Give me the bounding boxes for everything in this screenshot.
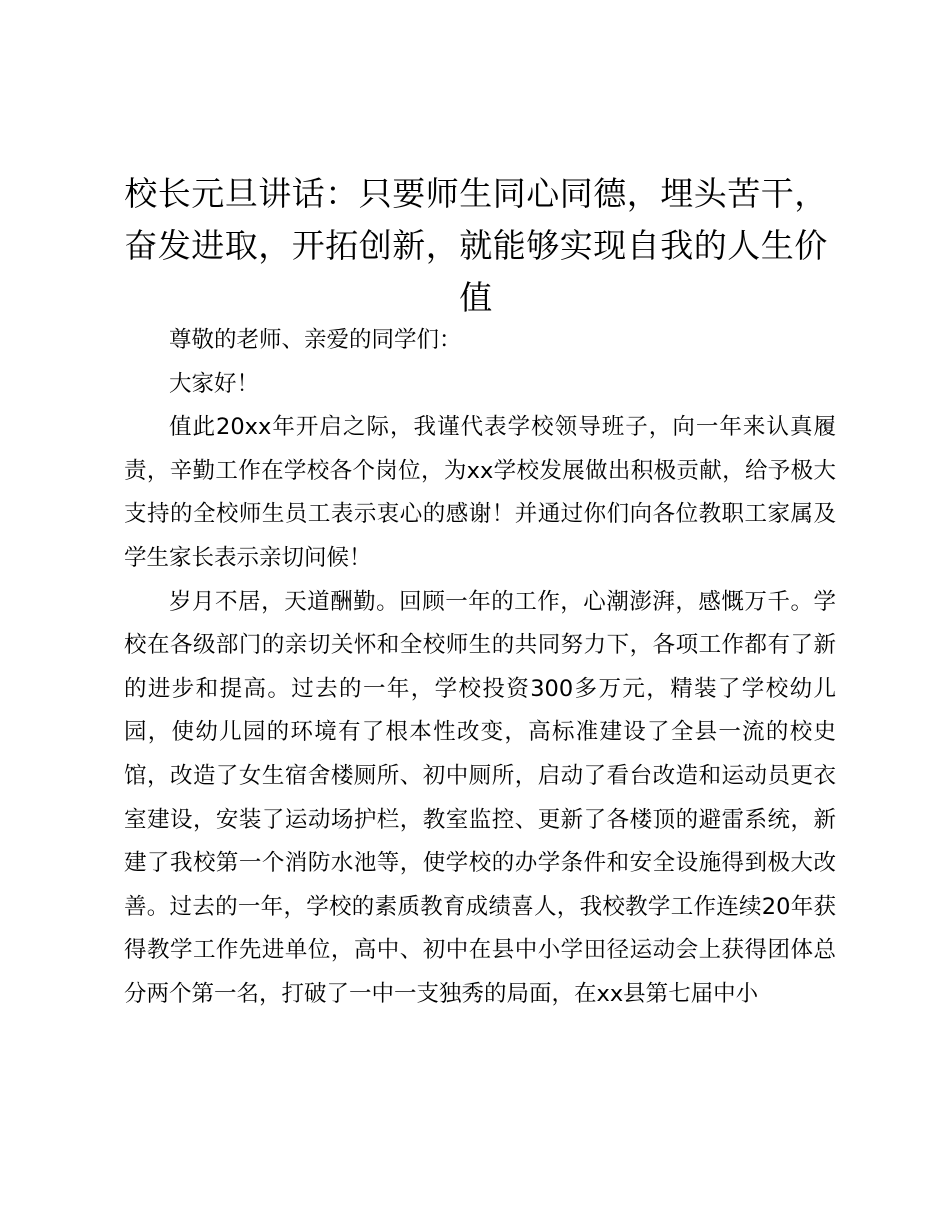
document-title: 校长元旦讲话：只要师生同心同德，埋头苦干，奋发进取，开拓创新，就能够实现自我的人生价值	[124, 174, 828, 317]
salutation-paragraph: 尊敬的老师、亲爱的同学们：	[169, 327, 462, 353]
greeting-paragraph: 大家好！	[169, 370, 260, 397]
review-paragraph: 岁月不居，天道酬勤。回顾一年的工作，心潮澎湃，感慨万千。学校在各级部门的亲切关怀和全校师生的共同努力下，各项工作都有了新的进步和提高。过去的一年，学校投资300多万元，精装了学校幼儿园，使幼儿园的环境有了根本性改变，高标准建设了全县一流的校史馆，改造了女生宿舍楼厕所、初中厕所，启动了看台改造和运动员更衣室建设，安装了运动场护栏，教室监控、更新了各楼顶的避雷系统，新建了我校第一个消防水池等，使学校的办学条件和安全设施得到极大改善。过去的一年，学校的素质教育成绩喜人，我校教学工作连续20年获得教学工作先进单位，高中、初中在县中小学田径运动会上获得团体总分两个第一名，打破了一中一支独秀的局面，在xx县第七届中小	[124, 588, 836, 1007]
document-body	[124, 319, 836, 1017]
thanks-paragraph: 值此20xx年开启之际，我谨代表学校领导班子，向一年来认真履责，辛勤工作在学校各个岗位，为xx学校发展做出积极贡献，给予极大支持的全校师生员工表示衷心的感谢！并通过你们向各位教职工家属及学生家长表示亲切问候！	[124, 414, 836, 571]
